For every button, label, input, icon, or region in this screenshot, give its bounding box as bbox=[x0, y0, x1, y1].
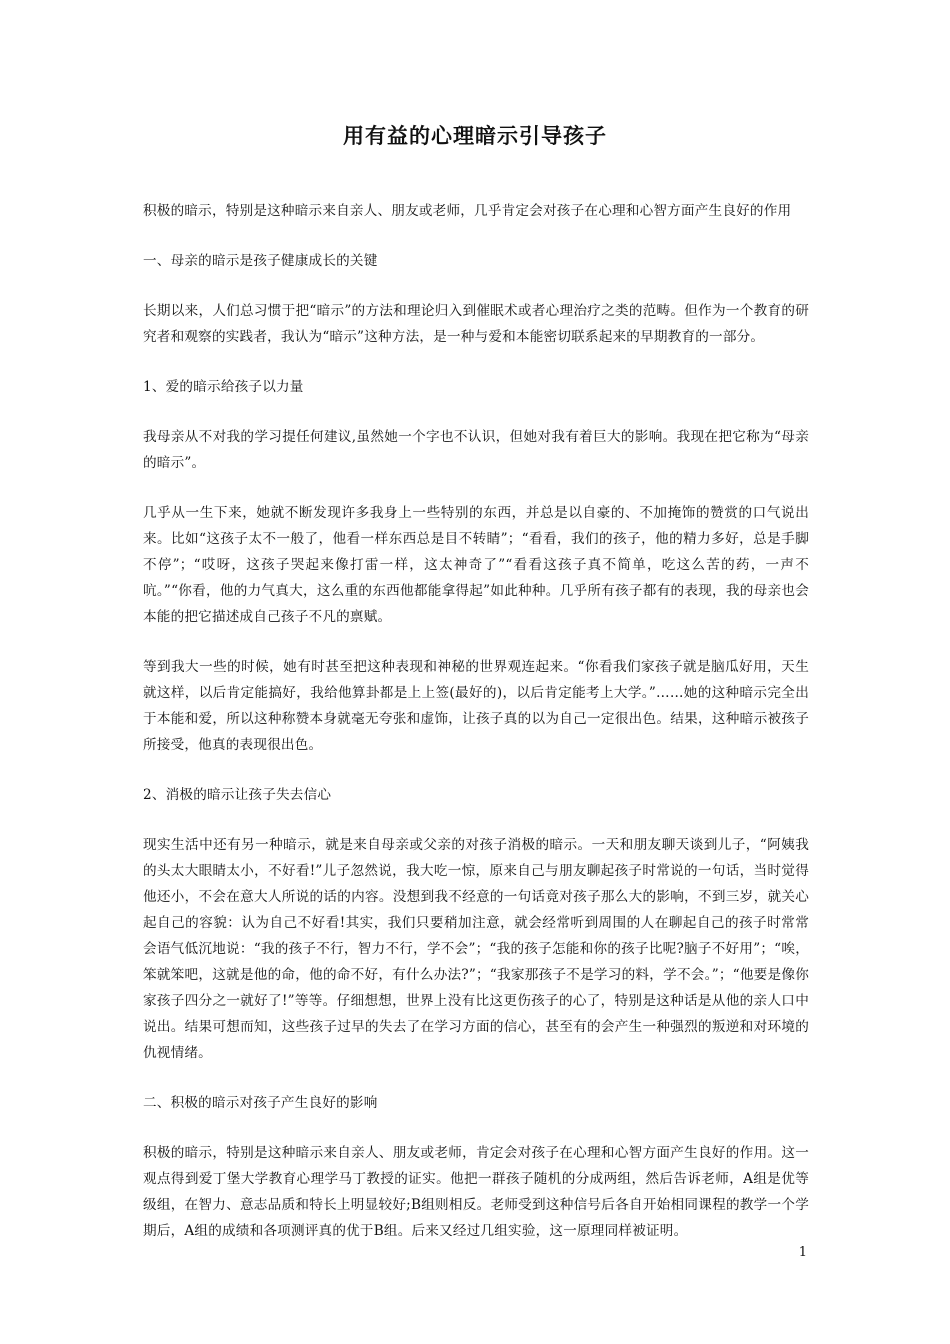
body-paragraph: 积极的暗示，特别是这种暗示来自亲人、朋友或老师，肯定会对孩子在心理和心智方面产生良好的作用。这一观点得到爱丁堡大学教育心理学马丁教授的证实。他把一群孩子随机的分成两组，然后告诉老师，A组是优等级组，在智力、意志品质和特长上明显较好;B组则相反。老师受到这种信号后各自开始相同课程的教学一个学期后，A组的成绩和各项测评真的优于B组。后来又经过几组实验，这一原理同样被证明。 bbox=[143, 1145, 809, 1239]
body-paragraph: 长期以来，人们总习惯于把“暗示”的方法和理论归入到催眠术或者心理治疗之类的范畴。但作为一个教育的研究者和观察的实践者，我认为“暗示”这种方法，是一种与爱和本能密切联系起来的早期教育的一部分。 bbox=[143, 303, 809, 345]
section-heading-1: 一、母亲的暗示是孩子健康成长的关键 bbox=[143, 253, 378, 269]
body-paragraph: 我母亲从不对我的学习提任何建议,虽然她一个字也不认识，但她对我有着巨大的影响。我现在把它称为“母亲的暗示”。 bbox=[143, 429, 809, 471]
page-number: 1 bbox=[798, 1245, 807, 1260]
body-paragraph: 几乎从一生下来，她就不断发现许多我身上一些特别的东西，并总是以自豪的、不加掩饰的赞赏的口气说出来。比如“这孩子太不一般了，他看一样东西总是目不转睛”；“看看，我们的孩子，他的精力多好，总是手脚不停”；“哎呀，这孩子哭起来像打雷一样，这太神奇了”“看看这孩子真不简单，吃这么苦的药，一声不吭。”“你看，他的力气真大，这么重的东西他都能拿得起”如此种种。几乎所有孩子都有的表现，我的母亲也会本能的把它描述成自己孩子不凡的禀赋。 bbox=[143, 505, 809, 625]
intro-paragraph: 积极的暗示，特别是这种暗示来自亲人、朋友或老师，几乎肯定会对孩子在心理和心智方面产生良好的作用 bbox=[143, 203, 792, 219]
section-heading-2: 二、积极的暗示对孩子产生良好的影响 bbox=[143, 1095, 378, 1111]
document-body bbox=[143, 198, 809, 1268]
subsection-heading-2: 2、消极的暗示让孩子失去信心 bbox=[143, 787, 332, 803]
subsection-heading-1: 1、爱的暗示给孩子以力量 bbox=[143, 379, 304, 395]
document-title: 用有益的心理暗示引导孩子 bbox=[343, 124, 607, 148]
body-paragraph: 等到我大一些的时候，她有时甚至把这种表现和神秘的世界观连起来。“你看我们家孩子就是脑瓜好用，天生就这样，以后肯定能搞好，我给他算卦都是上上签(最好的)，以后肯定能考上大学。”……她的这种暗示完全出于本能和爱，所以这种称赞本身就毫无夸张和虚饰，让孩子真的以为自己一定很出色。结果，这种暗示被孩子所接受，他真的表现很出色。 bbox=[143, 659, 809, 753]
body-paragraph: 现实生活中还有另一种暗示，就是来自母亲或父亲的对孩子消极的暗示。一天和朋友聊天谈到儿子，“阿姨我的头太大眼睛太小，不好看!”儿子忽然说，我大吃一惊，原来自己与朋友聊起孩子时常说的一句话，当时觉得他还小，不会在意大人所说的话的内容。没想到我不经意的一句话竟对孩子那么大的影响，不到三岁，就关心起自己的容貌：认为自己不好看!其实，我们只要稍加注意，就会经常听到周围的人在聊起自己的孩子时常常会语气低沉地说：“我的孩子不行，智力不行，学不会”；“我的孩子怎能和你的孩子比呢?脑子不好用”；“唉，笨就笨吧，这就是他的命，他的命不好，有什么办法?”；“我家那孩子不是学习的料，学不会。”；“他要是像你家孩子四分之一就好了!”等等。仔细想想，世界上没有比这更伤孩子的心了，特别是这种话是从他的亲人口中说出。结果可想而知，这些孩子过早的失去了在学习方面的信心，甚至有的会产生一种强烈的叛逆和对环境的仇视情绪。 bbox=[143, 837, 809, 1061]
